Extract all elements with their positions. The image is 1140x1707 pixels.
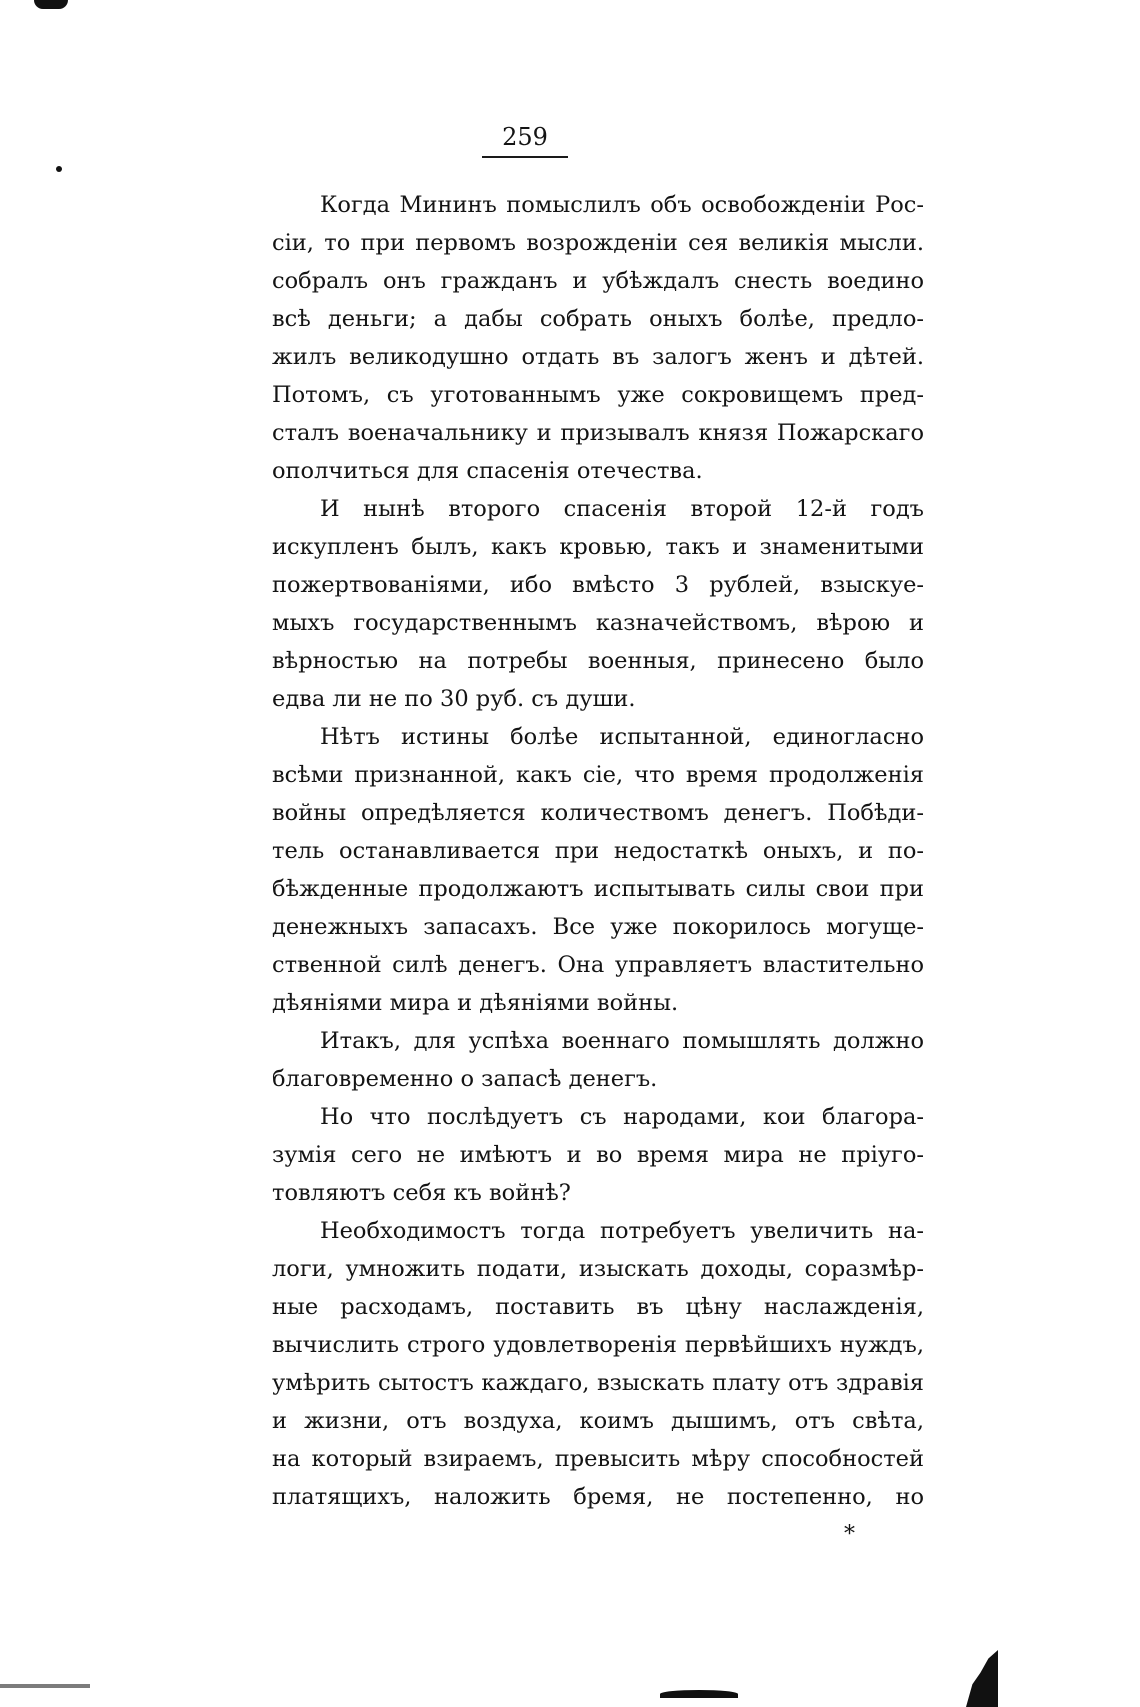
text-line: товляютъ себя къ войнѣ? [272,1180,571,1206]
text-line: тель останавливается при недостаткѣ оныхъ, и по- [272,838,924,864]
scan-speck [34,0,68,9]
signature-mark: * [844,1522,855,1547]
text-line: искупленъ былъ, какъ кровью, такъ и знаменитыми [272,534,924,560]
text-line: и жизни, отъ воздуха, коимъ дышимъ, отъ свѣта, [272,1408,924,1434]
scan-speck [56,166,62,172]
text-line: ные расходамъ, поставить въ цѣну наслажденiя, [272,1294,924,1320]
text-line: И нынѣ второго спасенiя второй 12-й годъ [320,496,924,522]
body-text [272,186,924,1516]
scan-speck [0,1684,90,1688]
text-line: платящихъ, наложить бремя, не постепенно, но [272,1484,924,1510]
text-line: всѣми признанной, какъ сiе, что время продолженiя [272,762,924,788]
text-line: денежныхъ запасахъ. Все уже покорилось могуще- [272,914,924,940]
text-line: собралъ онъ гражданъ и убѣждалъ снесть воедино [272,268,924,294]
text-line: ополчиться для спасенiя отечества. [272,458,703,484]
text-line: войны опредѣляется количествомъ денегъ. Побѣди- [272,800,924,826]
text-line: Итакъ, для успѣха военнаго помышлять должно [320,1028,924,1054]
scan-speck [660,1690,738,1698]
text-line: сiи, то при первомъ возрожденiи сея великiя мысли. [272,230,924,256]
text-line: логи, умножить подати, изыскать доходы, соразмѣр- [272,1256,924,1282]
text-line: благовременно о запасѣ денегъ. [272,1066,658,1092]
text-line: Нѣтъ истины болѣе испытанной, единогласно [320,724,924,750]
text-line: едва ли не по 30 руб. съ души. [272,686,636,712]
text-line: вычислить строго удовлетворенiя первѣйшихъ нуждъ, [272,1332,924,1358]
text-line: мыхъ государственнымъ казначействомъ, вѣрою и [272,610,924,636]
text-line: сталъ военачальнику и призывалъ князя Пожарскаго [272,420,924,446]
text-line: ственной силѣ денегъ. Она управляетъ властительно [272,952,924,978]
text-line: бѣжденные продолжаютъ испытывать силы свои при [272,876,924,902]
text-line: дѣянiями мира и дѣянiями войны. [272,990,679,1016]
scan-speck [966,1650,998,1707]
text-line: пожертвованiями, ибо вмѣсто 3 рублей, взыскуе- [272,572,924,598]
text-line: вѣрностью на потребы военныя, принесено было [272,648,924,674]
text-line: жилъ великодушно отдать въ залогъ женъ и дѣтей. [272,344,924,370]
page-number: 259 [502,123,548,151]
page-number-rule [482,156,568,158]
text-line: зумiя сего не имѣютъ и во время мира не прiуго- [272,1142,924,1168]
text-line: Потомъ, съ уготованнымъ уже сокровищемъ пред- [272,382,924,408]
text-line: умѣрить сытостъ каждаго, взыскать плату отъ здравiя [272,1370,924,1396]
text-line: Необходимостъ тогда потребуетъ увеличить на- [320,1218,924,1244]
text-line: всѣ деньги; а дабы собрать оныхъ болѣе, предло- [272,306,924,332]
text-line: на который взираемъ, превысить мѣру способностей [272,1446,924,1472]
text-line: Но что послѣдуетъ съ народами, кои благора- [320,1104,924,1130]
text-line: Когда Мининъ помыслилъ объ освобожденiи Рос- [320,192,924,218]
